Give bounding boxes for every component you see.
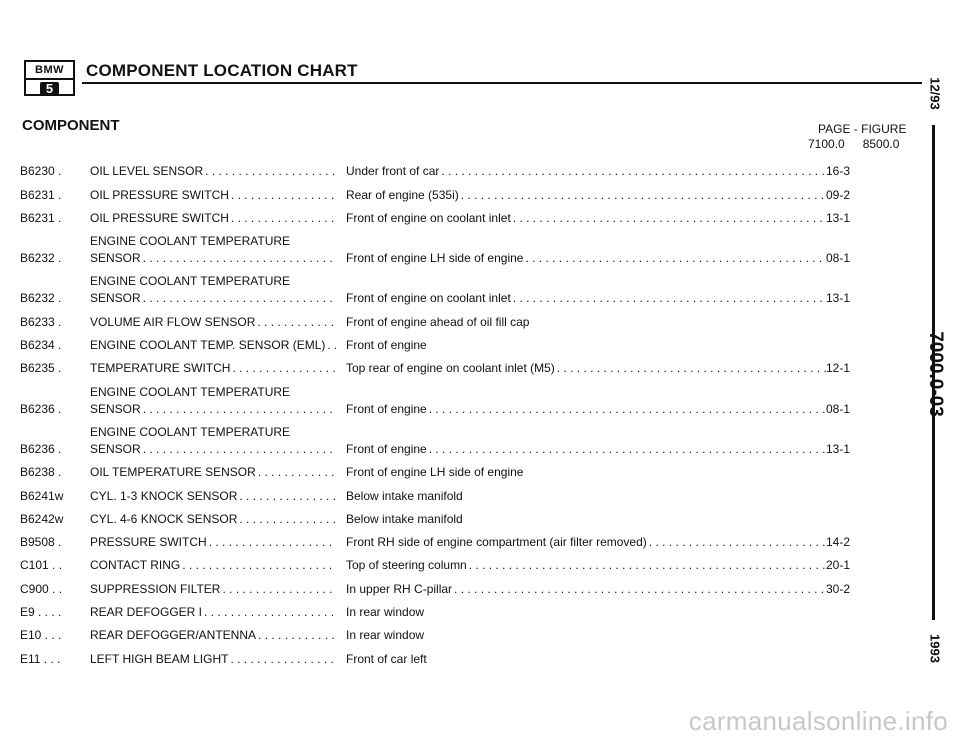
component-location: Front of engine on coolant inlet: [346, 210, 511, 225]
location-cell: [336, 210, 850, 227]
component-location: Front of engine on coolant inlet: [346, 291, 511, 306]
location-cell: [336, 314, 850, 331]
side-year-label: 1993: [927, 634, 943, 663]
component-location: Front of engine ahead of oil fill cap: [346, 314, 530, 329]
component-location: Below intake manifold: [346, 488, 463, 503]
component-name-cell: [90, 627, 336, 644]
component-name-cell: [90, 384, 336, 418]
page-figure-ref: 09-2: [825, 187, 850, 202]
component-code: B6242w: [20, 511, 64, 526]
location-cell: [336, 464, 850, 481]
component-location: Below intake manifold: [346, 511, 463, 526]
leader-dots: [228, 651, 336, 668]
leader-dots: [427, 401, 826, 418]
table-row: [20, 273, 850, 307]
component-name: CYL. 1-3 KNOCK SENSOR: [90, 488, 238, 503]
leader-dots: [255, 314, 336, 331]
page-figure-ref: 14-2: [825, 535, 850, 550]
location-cell: [336, 163, 850, 180]
component-name-cell: [90, 337, 336, 354]
side-date-label: 12/93: [927, 77, 943, 110]
page-figure-ref: 13-1: [825, 291, 850, 306]
table-row: [20, 360, 850, 377]
location-cell: [336, 401, 850, 418]
leader-dots: [141, 441, 336, 458]
page-figure-ref: 13-1: [825, 210, 850, 225]
component-name-cell: [90, 233, 336, 267]
component-name: SENSOR: [90, 401, 141, 416]
leader-dots: [511, 290, 826, 307]
leader-dots: [203, 163, 336, 180]
component-name: ENGINE COOLANT TEMPERATURE: [90, 384, 291, 399]
table-row: [20, 581, 850, 598]
component-name-cell: [90, 604, 336, 621]
component-location: In rear window: [346, 628, 425, 643]
leader-dots: [452, 581, 826, 598]
component-name: OIL PRESSURE SWITCH: [90, 210, 229, 225]
page-figure-ref: 20-1: [825, 558, 850, 573]
leader-dots: [230, 360, 336, 377]
component-code: E9 . . . .: [20, 605, 62, 619]
component-code: B6238 .: [20, 465, 62, 480]
leader-dots: [467, 557, 826, 574]
component-code: B6231 .: [20, 187, 62, 202]
table-row: [20, 464, 850, 481]
table-row: [20, 534, 850, 551]
component-name-cell: [90, 511, 336, 528]
component-code: C101 . .: [20, 558, 63, 573]
table-row: [20, 314, 850, 331]
leader-dots: [511, 210, 826, 227]
location-cell: [336, 187, 850, 204]
logo-brand: BMW: [26, 62, 73, 80]
component-name: ENGINE COOLANT TEMPERATURE: [90, 274, 291, 289]
table-row: [20, 337, 850, 354]
component-name-cell: [90, 163, 336, 180]
leader-dots: [237, 488, 336, 505]
page-figure-ref: 13-1: [825, 441, 850, 456]
component-name-cell: [90, 187, 336, 204]
component-name: OIL PRESSURE SWITCH: [90, 187, 229, 202]
component-name: SUPPRESSION FILTER: [90, 581, 221, 596]
component-code: C900 . .: [20, 581, 63, 596]
table-row: [20, 511, 850, 528]
component-name-cell: [90, 273, 336, 307]
component-code: B6241w: [20, 488, 64, 503]
page-figure-ref: 30-2: [825, 581, 850, 596]
component-name: REAR DEFOGGER I: [90, 605, 203, 619]
component-name: OIL TEMPERATURE SENSOR: [90, 465, 256, 480]
component-code: B6233 .: [20, 314, 62, 329]
component-name-cell: [90, 651, 336, 668]
leader-dots: [141, 290, 336, 307]
component-code: B9508 .: [20, 535, 62, 550]
component-location: Under front of car: [346, 164, 440, 178]
component-name-cell: [90, 488, 336, 505]
leader-dots: [220, 581, 336, 598]
component-location: Front of engine: [346, 441, 427, 456]
table-row: [20, 384, 850, 418]
logo-series-number: 5: [40, 82, 59, 95]
table-row: [20, 604, 850, 621]
component-location: Rear of engine (535i): [346, 187, 459, 202]
header-rule: [82, 82, 922, 84]
table-row: [20, 627, 850, 644]
component-code: B6230 .: [20, 164, 62, 178]
leader-dots: [141, 250, 336, 267]
table-row: [20, 488, 850, 505]
component-code: B6236 .: [20, 441, 62, 456]
component-name: ENGINE COOLANT TEMPERATURE: [90, 234, 291, 249]
page-figure-label: PAGE - FIGURE: [818, 122, 907, 136]
leader-dots: [207, 534, 336, 551]
table-row: [20, 424, 850, 458]
page-number: 7100.0: [808, 137, 845, 151]
bmw-5-series-logo: [24, 60, 75, 96]
page-figure-columns: [808, 137, 899, 151]
component-code: B6232 .: [20, 291, 62, 306]
component-code: B6235 .: [20, 361, 62, 376]
leader-dots: [555, 360, 826, 377]
location-cell: [336, 651, 850, 668]
component-name: CONTACT RING: [90, 558, 181, 573]
location-cell: [336, 360, 850, 377]
location-cell: [336, 250, 850, 267]
location-cell: [336, 511, 850, 528]
leader-dots: [427, 441, 826, 458]
component-location: Front of engine: [346, 401, 427, 416]
page-title: COMPONENT LOCATION CHART: [86, 61, 358, 80]
watermark-text: carmanualsonline.info: [688, 706, 948, 736]
component-name: TEMPERATURE SWITCH: [90, 361, 231, 376]
component-name: ENGINE COOLANT TEMP. SENSOR (EML): [90, 338, 326, 352]
location-cell: [336, 337, 850, 354]
component-name: CYL. 4-6 KNOCK SENSOR: [90, 511, 238, 526]
location-cell: [336, 581, 850, 598]
component-name-cell: [90, 464, 336, 481]
component-name-cell: [90, 314, 336, 331]
page-figure-ref: 16-3: [825, 164, 850, 178]
leader-dots: [180, 557, 336, 574]
component-name: PRESSURE SWITCH: [90, 535, 207, 550]
table-row: [20, 651, 850, 668]
component-name-cell: [90, 424, 336, 458]
component-code: E10 . . .: [20, 628, 62, 643]
leader-dots: [439, 163, 826, 180]
component-name: OIL LEVEL SENSOR: [90, 164, 204, 178]
component-location: Top of steering column: [346, 558, 467, 573]
component-name-cell: [90, 360, 336, 377]
location-cell: [336, 441, 850, 458]
component-code: B6234 .: [20, 338, 62, 352]
component-code: B6236 .: [20, 401, 62, 416]
component-code: B6231 .: [20, 210, 62, 225]
component-name: SENSOR: [90, 441, 141, 456]
page-figure-ref: 12-1: [825, 361, 850, 376]
table-row: [20, 187, 850, 204]
page-figure-ref: 08-1: [825, 401, 850, 416]
leader-dots: [523, 250, 826, 267]
component-name: ENGINE COOLANT TEMPERATURE: [90, 424, 291, 439]
page-figure-ref: 08-1: [825, 251, 850, 266]
location-cell: [336, 627, 850, 644]
leader-dots: [202, 604, 336, 621]
leader-dots: [256, 464, 336, 481]
table-row: [20, 233, 850, 267]
component-location: Front of car left: [346, 651, 427, 666]
side-doc-number: 7000.0-03: [925, 331, 946, 417]
location-cell: [336, 488, 850, 505]
component-location: Top rear of engine on coolant inlet (M5): [346, 361, 555, 376]
component-location: Front of engine LH side of engine: [346, 251, 524, 266]
leader-dots: [237, 511, 336, 528]
component-name-cell: [90, 557, 336, 574]
leader-dots: [229, 210, 336, 227]
component-code: B6232 .: [20, 251, 62, 266]
component-name: SENSOR: [90, 251, 141, 266]
leader-dots: [647, 534, 826, 551]
leader-dots: [459, 187, 826, 204]
leader-dots: [141, 401, 336, 418]
figure-number: 8500.0: [862, 137, 900, 151]
component-name: VOLUME AIR FLOW SENSOR: [90, 314, 256, 329]
table-row: [20, 210, 850, 227]
component-location: Front of engine: [346, 338, 427, 352]
component-name: SENSOR: [90, 291, 141, 306]
location-cell: [336, 604, 850, 621]
component-location: In rear window: [346, 605, 425, 619]
component-location: In upper RH C-pillar: [346, 581, 453, 596]
component-name-cell: [90, 534, 336, 551]
location-cell: [336, 534, 850, 551]
component-location: Front RH side of engine compartment (air filter removed): [346, 535, 647, 550]
component-code: E11 . . .: [20, 651, 61, 666]
leader-dots: [229, 187, 336, 204]
component-name: LEFT HIGH BEAM LIGHT: [90, 651, 229, 666]
location-cell: [336, 557, 850, 574]
leader-dots: [325, 337, 336, 354]
component-location: Front of engine LH side of engine: [346, 465, 524, 480]
section-heading: COMPONENT: [22, 117, 120, 134]
component-name-cell: [90, 210, 336, 227]
table-row: [20, 163, 850, 180]
component-name-cell: [90, 581, 336, 598]
leader-dots: [256, 627, 336, 644]
table-row: [20, 557, 850, 574]
component-name: REAR DEFOGGER/ANTENNA: [90, 628, 257, 643]
location-cell: [336, 290, 850, 307]
